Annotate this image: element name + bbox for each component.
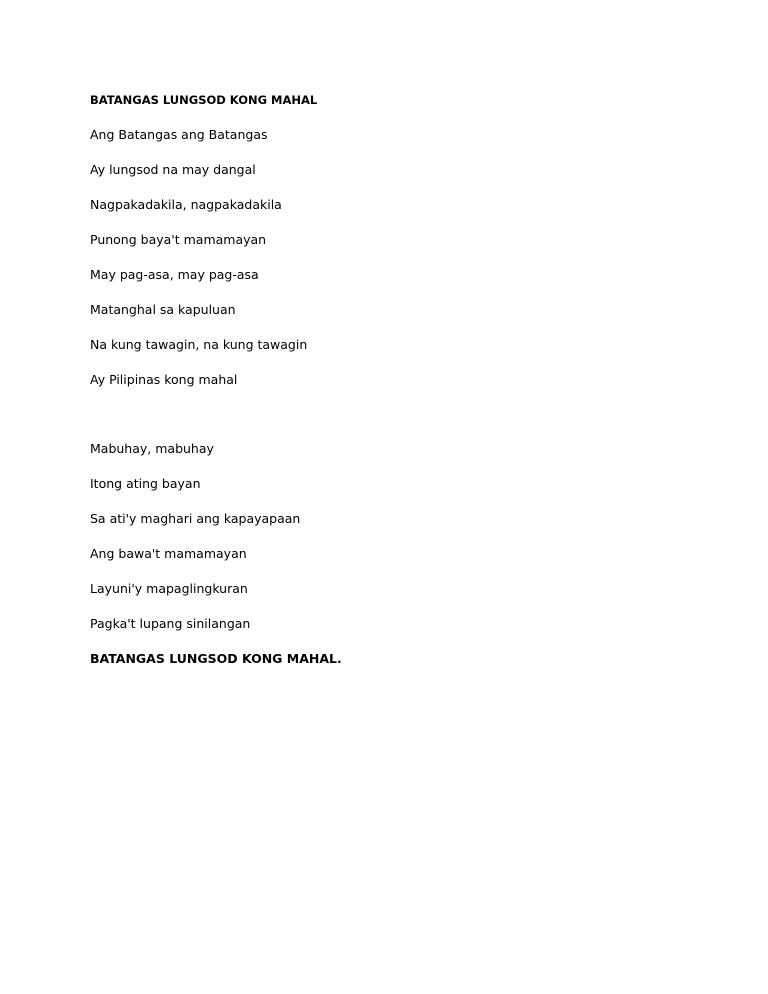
lyric-line: Ang Batangas ang Batangas xyxy=(90,127,268,142)
closing-line: BATANGAS LUNGSOD KONG MAHAL. xyxy=(90,651,342,666)
lyric-line: Layuni'y mapaglingkuran xyxy=(90,581,248,596)
lyric-line: Pagka't lupang sinilangan xyxy=(90,616,251,631)
lyric-line: Mabuhay, mabuhay xyxy=(90,441,214,456)
lyric-line: Ay Pilipinas kong mahal xyxy=(90,372,238,387)
stanza-2 xyxy=(90,440,690,632)
song-lyrics xyxy=(90,92,690,667)
lyric-line: Sa ati'y maghari ang kapayapaan xyxy=(90,511,301,526)
lyric-line: Ang bawa't mamamayan xyxy=(90,546,247,561)
lyric-line: Na kung tawagin, na kung tawagin xyxy=(90,337,308,352)
lyric-line: Matanghal sa kapuluan xyxy=(90,302,236,317)
stanza-gap xyxy=(90,406,690,440)
lyric-line: Nagpakadakila, nagpakadakila xyxy=(90,197,282,212)
lyric-line: Ay lungsod na may dangal xyxy=(90,162,256,177)
stanza-1 xyxy=(90,126,690,388)
lyric-line: May pag-asa, may pag-asa xyxy=(90,267,259,282)
lyric-line: Punong baya't mamamayan xyxy=(90,232,267,247)
lyric-line: Itong ating bayan xyxy=(90,476,201,491)
song-title: BATANGAS LUNGSOD KONG MAHAL xyxy=(90,93,318,107)
